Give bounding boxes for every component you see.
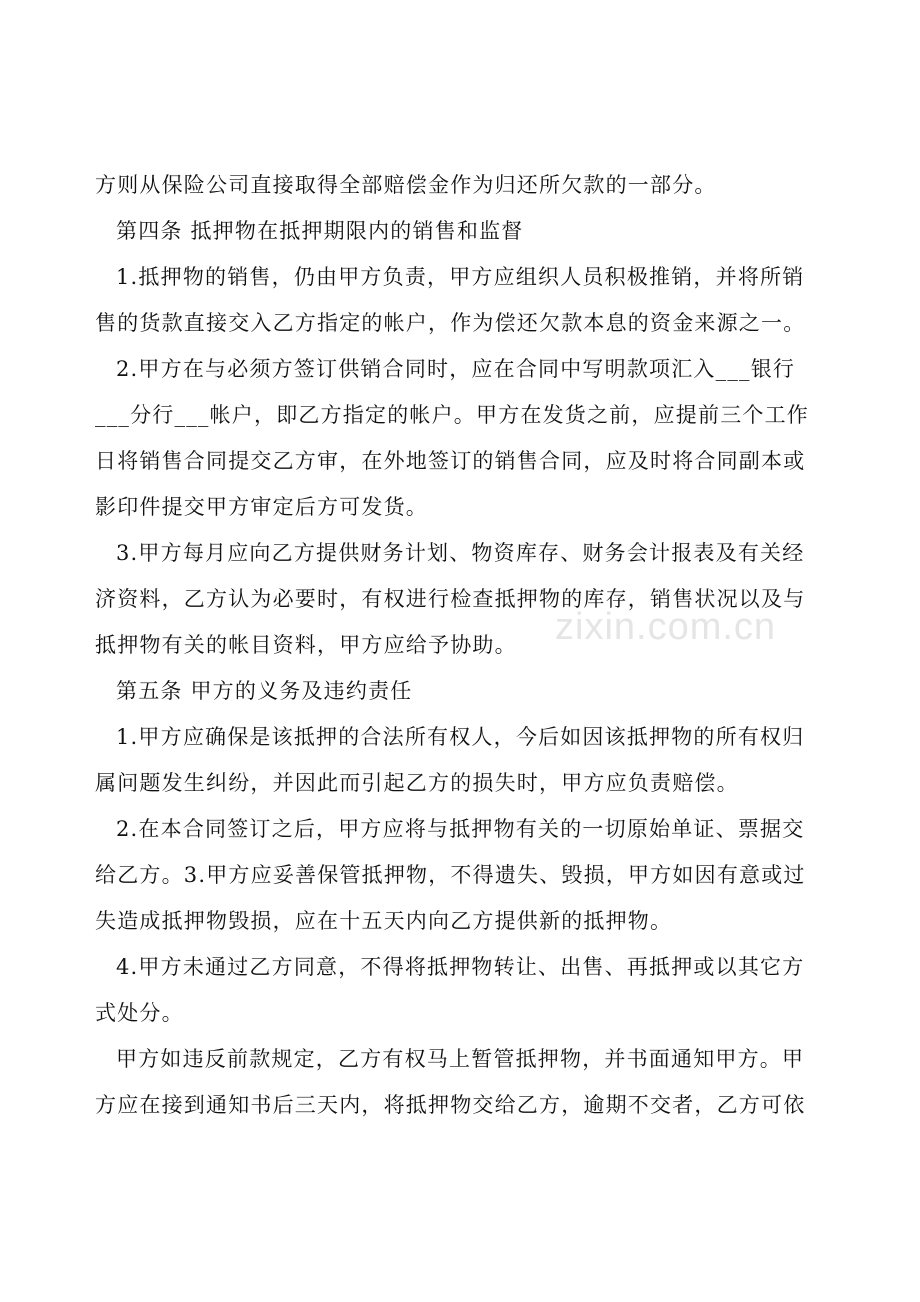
watermark: zixin.com.cn	[555, 606, 777, 648]
article-4-heading: 第四条 抵押物在抵押期限内的销售和监督	[116, 219, 524, 243]
text-line-1: 方则从保险公司直接取得全部赔偿金作为归还所欠款的一部分。	[95, 173, 717, 197]
text-line-19: 式处分。	[95, 1001, 184, 1025]
text-line-18: 4.甲方未通过乙方同意，不得将抵押物转让、出售、再抵押或以其它方	[116, 955, 805, 979]
text-line-3: 1.抵押物的销售，仍由甲方负责，甲方应组织人员积极推销，并将所销	[116, 265, 805, 289]
text-line-15: 2.在本合同签订之后，甲方应将与抵押物有关的一切原始单证、票据交	[116, 817, 805, 841]
text-line-10: 济资料，乙方认为必要时，有权进行检查抵押物的库存，销售状况以及与	[95, 587, 806, 611]
text-line-13: 1.甲方应确保是该抵押的合法所有权人，今后如因该抵押物的所有权归	[116, 725, 805, 749]
text-line-9: 3.甲方每月应向乙方提供财务计划、物资库存、财务会计报表及有关经	[116, 541, 805, 565]
text-line-8: 影印件提交甲方审定后方可发货。	[95, 495, 428, 519]
text-line-6: ___分行___帐户，即乙方指定的帐户。甲方在发货之前，应提前三个工作	[95, 403, 809, 427]
text-line-14: 属问题发生纠纷，并因此而引起乙方的损失时，甲方应负责赔偿。	[95, 771, 739, 795]
text-line-17: 失造成抵押物毁损，应在十五天内向乙方提供新的抵押物。	[95, 909, 673, 933]
text-line-5: 2.甲方在与必须方签订供销合同时，应在合同中写明款项汇入___银行	[116, 357, 796, 381]
article-5-heading: 第五条 甲方的义务及违约责任	[116, 679, 413, 703]
text-line-21: 方应在接到通知书后三天内，将抵押物交给乙方，逾期不交者，乙方可依	[95, 1093, 806, 1117]
text-line-20: 甲方如违反前款规定，乙方有权马上暂管抵押物，并书面通知甲方。甲	[116, 1047, 805, 1071]
text-line-7: 日将销售合同提交乙方审，在外地签订的销售合同，应及时将合同副本或	[95, 449, 806, 473]
text-line-11: 抵押物有关的帐目资料，甲方应给予协助。	[95, 633, 517, 657]
text-line-16: 给乙方。3.甲方应妥善保管抵押物，不得遗失、毁损，甲方如因有意或过	[95, 863, 806, 887]
text-line-4: 售的货款直接交入乙方指定的帐户，作为偿还欠款本息的资金来源之一。	[95, 311, 806, 335]
